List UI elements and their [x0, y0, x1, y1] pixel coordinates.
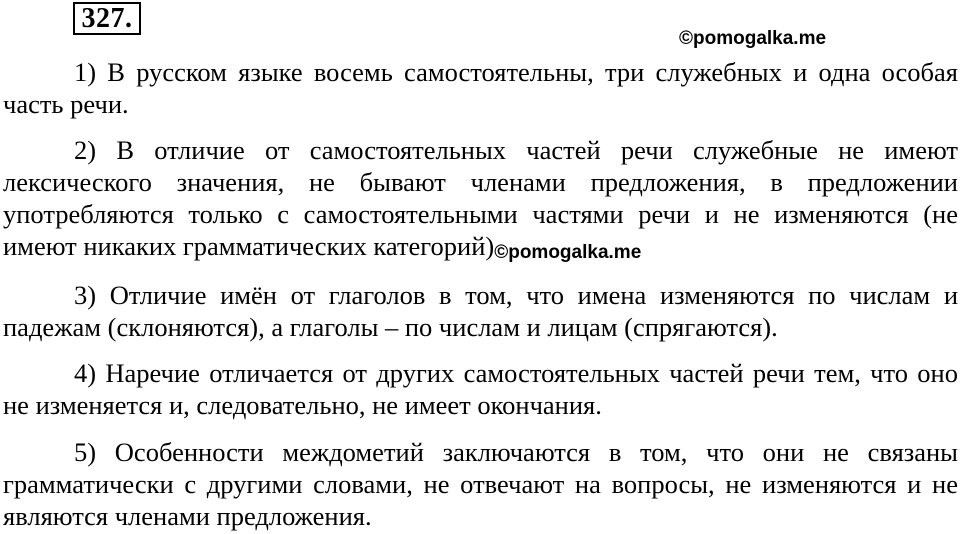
watermark-top: ©pomogalka.me [679, 28, 827, 49]
answer-paragraph-4 [3, 357, 958, 421]
answer-text-3: 3) Отличие имён от глаголов в том, что имена изменяются по числам и падежам (склоняются), а глаголы – по числам и лицам (спрягаются). [3, 280, 958, 342]
answer-paragraph-3 [3, 279, 958, 343]
answer-paragraph-2 [3, 134, 958, 269]
answer-text-5: 5) Особенности междометий заключаются в том, что они не связаны грамматически с другими словами, не отвечают на вопросы, не изменяются и не являются членами предложения. [3, 437, 958, 531]
answer-text-4: 4) Наречие отличается от других самостоятельных частей речи тем, что оно не изменяется и, следовательно, не имеет окончания. [3, 358, 958, 420]
answer-text-2: 2) В отличие от самостоятельных частей речи служебные не имеют лексического значения, не бывают членами предложения, в предложении употребляются только с самостоятельными частями речи и не изменяются (не имеют никаких грамматических категорий) [3, 135, 958, 261]
answer-text-1: 1) В русском языке восемь самостоятельны, три служебных и одна особая часть речи. [3, 57, 958, 119]
answer-paragraph-1 [3, 56, 958, 120]
watermark-inline: ©pomogalka.me [494, 242, 642, 263]
exercise-number: 327. [73, 2, 141, 35]
answer-paragraph-5 [3, 436, 958, 532]
